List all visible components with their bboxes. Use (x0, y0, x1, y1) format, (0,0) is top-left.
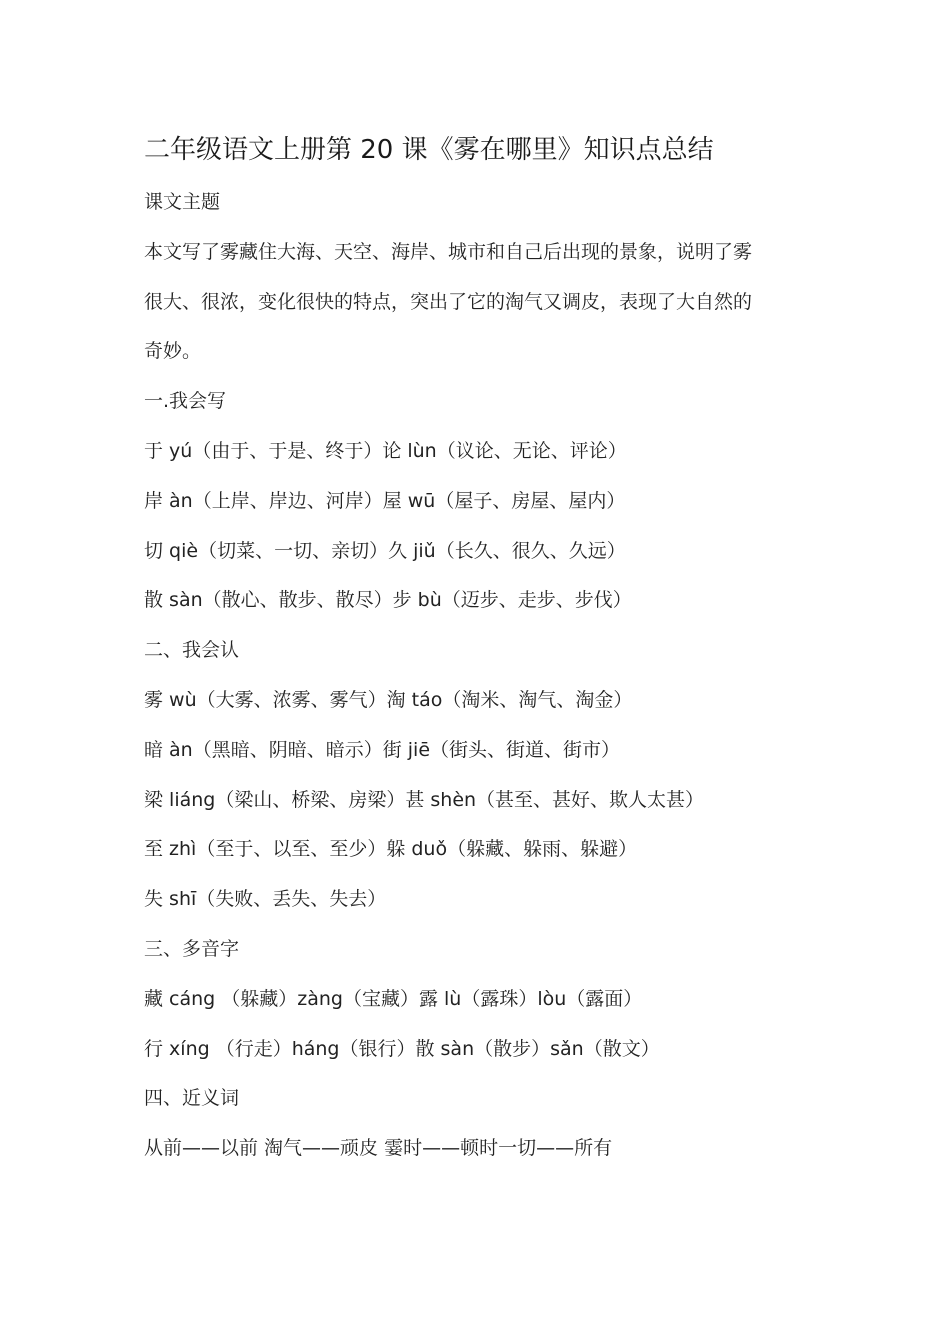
theme-paragraph-line-3: 奇妙。 (144, 340, 202, 363)
polyphone-item: 行 xíng （行走）háng（银行）散 sàn（散步）sǎn（散文） (144, 1037, 660, 1060)
read-item: 雾 wù（大雾、浓雾、雾气）淘 táo（淘米、淘气、淘金） (144, 688, 633, 711)
read-item: 暗 àn（黑暗、阴暗、暗示）街 jiē（街头、街道、街市） (144, 738, 621, 761)
theme-paragraph-line-1: 本文写了雾藏住大海、天空、海岸、城市和自己后出现的景象，说明了雾 (144, 240, 753, 263)
write-item: 切 qiè（切菜、一切、亲切）久 jiǔ（长久、很久、久远） (144, 539, 626, 562)
document-title: 二年级语文上册第 20 课《雾在哪里》知识点总结 (144, 135, 714, 165)
synonym-heading: 四、近义词 (144, 1087, 240, 1110)
theme-heading: 课文主题 (144, 191, 221, 213)
synonym-item: 从前——以前 淘气——顽皮 霎时——顿时一切——所有 (144, 1137, 613, 1160)
write-item: 散 sàn（散心、散步、散尽）步 bù（迈步、走步、步伐） (144, 589, 632, 612)
write-item: 岸 àn（上岸、岸边、河岸）屋 wū（屋子、房屋、屋内） (144, 489, 626, 512)
read-item: 至 zhì（至于、以至、至少）躲 duǒ（躲藏、躲雨、躲避） (144, 838, 638, 861)
theme-paragraph-line-2: 很大、很浓，变化很快的特点，突出了它的淘气又调皮，表现了大自然的 (144, 290, 753, 313)
document-body (144, 128, 824, 1174)
write-heading: 一.我会写 (144, 390, 227, 413)
read-heading: 二、我会认 (144, 639, 240, 662)
read-item: 梁 liáng（梁山、桥梁、房梁）甚 shèn（甚至、甚好、欺人太甚） (144, 788, 705, 811)
polyphone-item: 藏 cáng （躲藏）zàng（宝藏）露 lù（露珠）lòu（露面） (144, 987, 643, 1010)
write-item: 于 yú（由于、于是、终于）论 lùn（议论、无论、评论） (144, 439, 627, 462)
polyphone-heading: 三、多音字 (144, 937, 240, 960)
read-item: 失 shī（失败、丢失、失去） (144, 888, 387, 911)
